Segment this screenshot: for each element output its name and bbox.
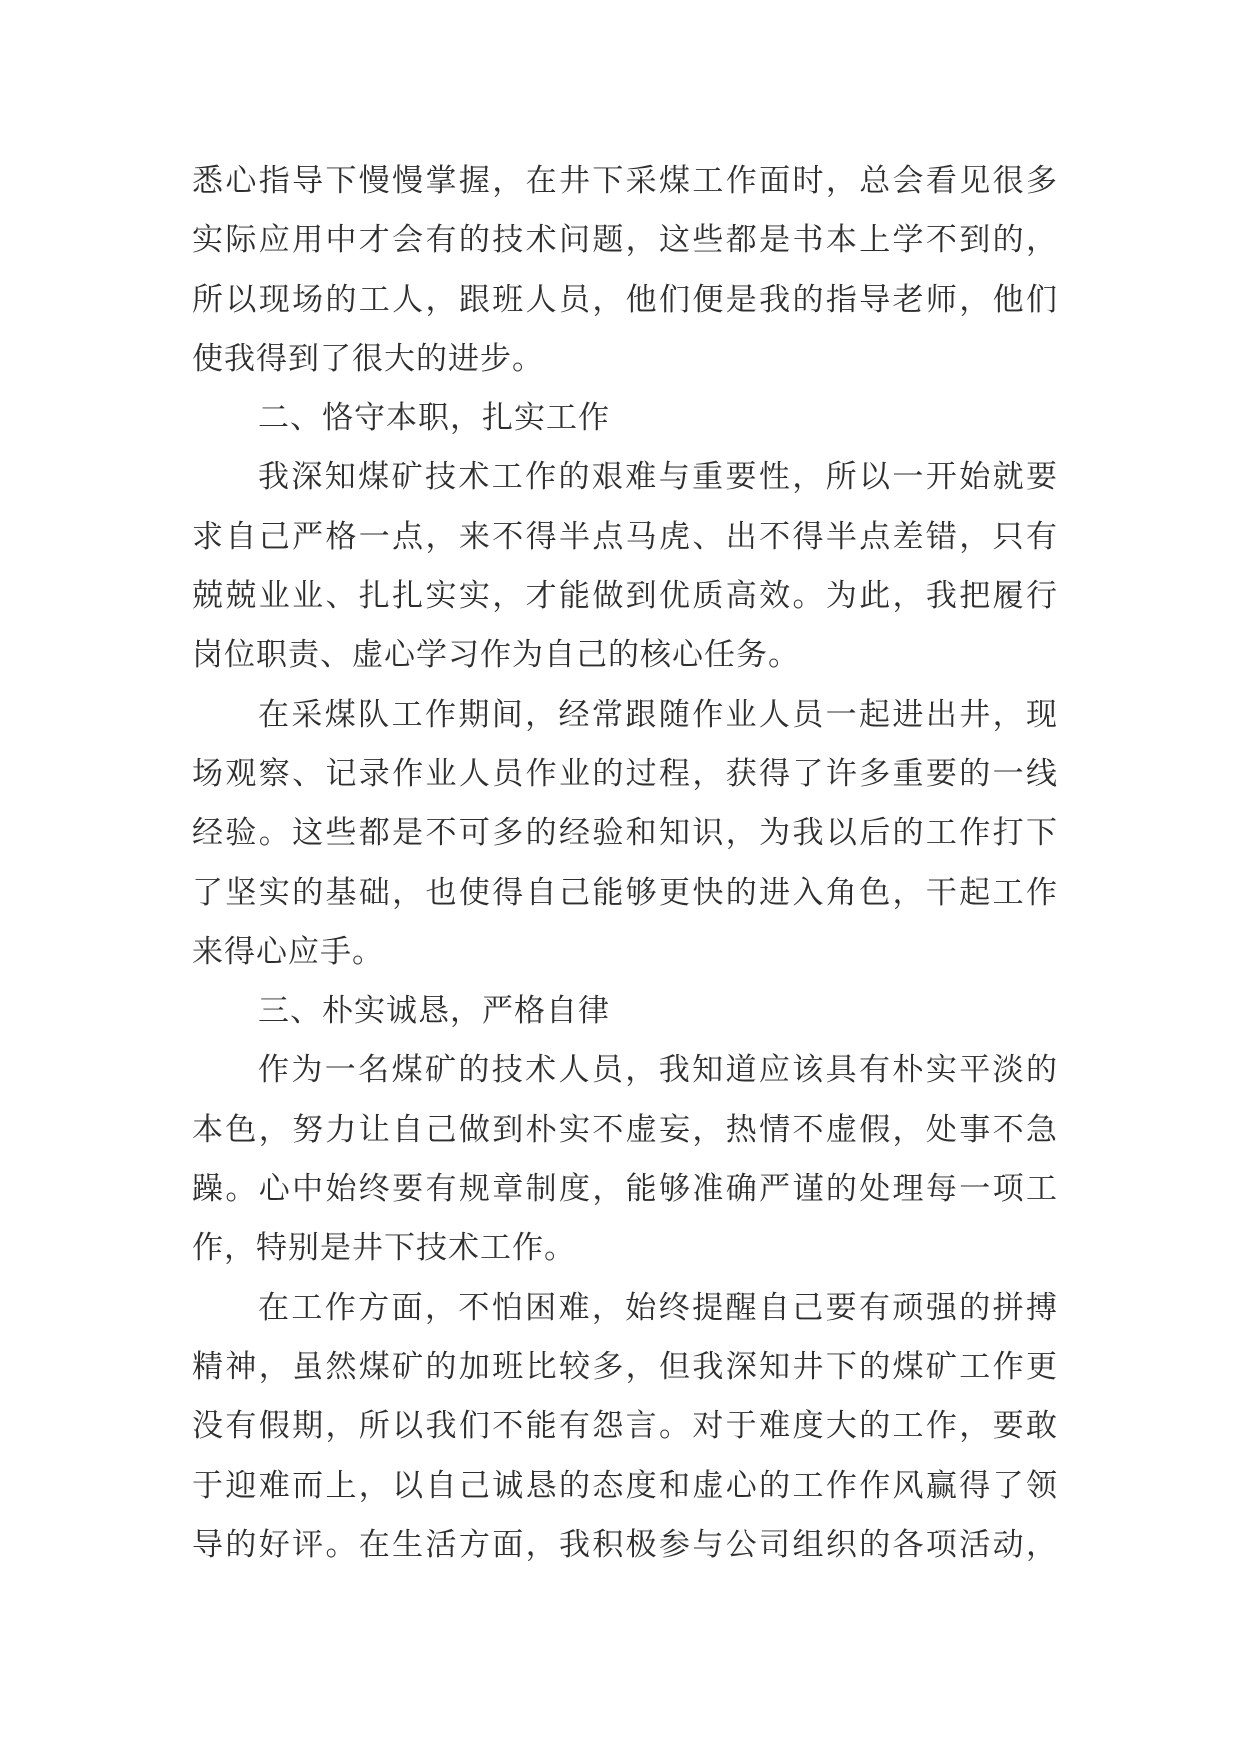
paragraph [192, 1279, 1058, 1575]
paragraph-line: 在工作方面，不怕困难，始终提醒自己要有顽强的拼搏 [258, 1289, 1058, 1326]
paragraph-line: 了坚实的基础，也使得自己能够更快的进入角色，干起工作 [192, 874, 1058, 911]
paragraph [192, 152, 1058, 389]
paragraph-line: 场观察、记录作业人员作业的过程，获得了许多重要的一线 [192, 755, 1058, 792]
paragraph-line: 没有假期，所以我们不能有怨言。对于难度大的工作，要敢 [192, 1408, 1058, 1445]
paragraph [192, 448, 1058, 685]
paragraph-line: 求自己严格一点，来不得半点马虎、出不得半点差错，只有 [192, 518, 1058, 555]
document-body [192, 152, 1058, 1575]
paragraph-line: 所以现场的工人，跟班人员，他们便是我的指导老师，他们 [192, 281, 1058, 318]
paragraph-line: 我深知煤矿技术工作的艰难与重要性，所以一开始就要 [258, 459, 1058, 496]
paragraph-line: 悉心指导下慢慢掌握，在井下采煤工作面时，总会看见很多 [192, 163, 1058, 199]
paragraph-line: 使我得到了很大的进步。 [192, 340, 544, 377]
paragraph-line: 躁。心中始终要有规章制度，能够准确严谨的处理每一项工 [192, 1171, 1058, 1208]
paragraph-line: 作，特别是井下技术工作。 [192, 1230, 576, 1267]
paragraph [192, 1041, 1058, 1278]
paragraph [192, 686, 1058, 982]
paragraph-line: 经验。这些都是不可多的经验和知识，为我以后的工作打下 [192, 815, 1058, 852]
paragraph-line: 岗位职责、虚心学习作为自己的核心任务。 [192, 637, 800, 674]
paragraph-line: 兢兢业业、扎扎实实，才能做到优质高效。为此，我把履行 [192, 578, 1058, 615]
paragraph-line: 于迎难而上，以自己诚恳的态度和虚心的工作作风赢得了领 [192, 1467, 1058, 1504]
section-heading-block [192, 982, 1058, 1041]
section-heading: 二、恪守本职，扎实工作 [258, 400, 610, 437]
paragraph-line: 来得心应手。 [192, 933, 384, 970]
paragraph-line: 本色，努力让自己做到朴实不虚妄，热情不虚假，处事不急 [192, 1111, 1058, 1148]
paragraph-line: 实际应用中才会有的技术问题，这些都是书本上学不到的， [192, 222, 1058, 259]
paragraph-line: 导的好评。在生活方面，我积极参与公司组织的各项活动， [192, 1526, 1058, 1563]
paragraph-line: 在采煤队工作期间，经常跟随作业人员一起进出井，现 [258, 696, 1058, 733]
paragraph-line: 精神，虽然煤矿的加班比较多，但我深知井下的煤矿工作更 [192, 1348, 1058, 1385]
paragraph-line: 作为一名煤矿的技术人员，我知道应该具有朴实平淡的 [258, 1052, 1058, 1089]
section-heading: 三、朴实诚恳，严格自律 [258, 993, 610, 1030]
section-heading-block [192, 389, 1058, 448]
